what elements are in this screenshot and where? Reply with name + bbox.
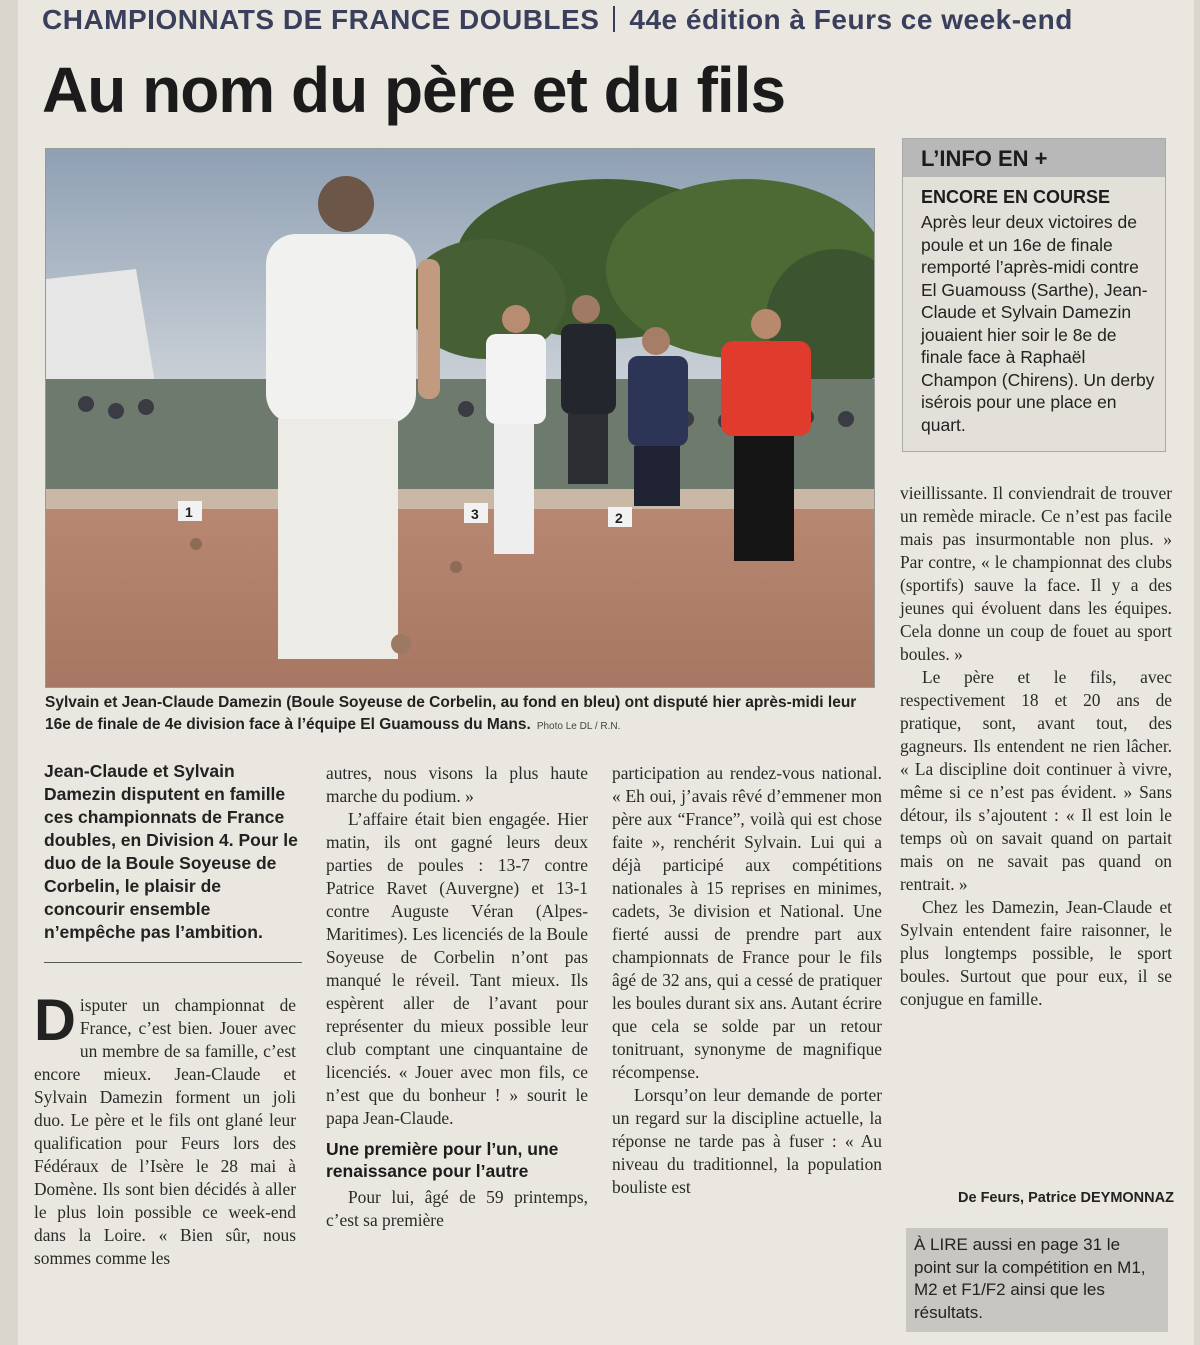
- article-column-4: [900, 482, 1172, 1011]
- info-box-header: L’INFO EN +: [903, 139, 1165, 177]
- lane-marker-number: 3: [471, 506, 479, 522]
- info-box: [902, 138, 1166, 452]
- petanque-scene-illustration: [46, 149, 874, 687]
- kicker-edition: 44e édition à Feurs ce week-end: [629, 4, 1073, 35]
- boule: [391, 634, 411, 654]
- article-column-3: [612, 762, 882, 1199]
- column-3-paragraph: Lorsqu’on leur demande de porter un regard sur la discipline actuelle, la réponse ne tarde pas à fuser : « Au niveau du traditionnel, la population bouliste est: [612, 1085, 882, 1197]
- column-4-paragraph: Chez les Damezin, Jean-Claude et Sylvain entendent faire raisonner, le plus longtemps possible, le sport boules. Surtout que pour eux, il se conjugue en famille.: [900, 897, 1172, 1009]
- column-2-paragraph: Pour lui, âgé de 59 printemps, c’est sa première: [326, 1187, 588, 1230]
- intertitle: Une première pour l’un, une renaissance pour l’autre: [326, 1139, 559, 1181]
- info-box-text: Après leur deux victoires de poule et un 16e de finale remporté l’après-midi contre El Guamouss (Sarthe), Jean-Claude et Sylvain Damezin jouaient hier soir le 8e de finale face à Raphaël Champon (Chirens). Un derby isérois pour une place en quart.: [921, 212, 1155, 435]
- column-4-paragraph: vieillissante. Il conviendrait de trouver un remède miracle. Ce n’est pas facile mais pas insurmontable non plus. » Par contre, « le championnat des clubs (sportifs) sauve la face. Il y a des jeunes qui évoluent dans les équipes. Cela donne un coup de fouet au sport boules. »: [900, 483, 1172, 664]
- kicker-separator: [613, 6, 615, 32]
- photo-credit: Photo Le DL / R.N.: [536, 721, 621, 732]
- author-signature: De Feurs, Patrice DEYMONNAZ: [958, 1190, 1174, 1206]
- article-column-1: [34, 988, 296, 1270]
- read-also-text: À LIRE aussi en page 31 le point sur la compétition en M1, M2 et F1/F2 ainsi que les résultats.: [914, 1235, 1146, 1322]
- column-1-text: isputer un championnat de France, c’est bien. Jouer avec un membre de sa famille, c’est encore mieux. Jean-Claude et Sylvain Damezin forment un joli duo. Le père et le fils ont glané leur qualification pour Feurs lors des Fédéraux de l’Isère le 28 mai à Domène. Ils sont bien décidés à aller le plus loin possible ce week-end dans la Loire. « Bien sûr, nous sommes comme les: [34, 995, 296, 1268]
- photo-caption: [45, 692, 875, 738]
- lane-marker-number: 2: [615, 510, 623, 526]
- column-3-paragraph: participation au rendez-vous national. « Eh oui, j’avais rêvé d’emmener mon père aux “France”, voilà qui est chose faite », renchérit Sylvain. Lui qui a déjà participé aux compétitions nationales à 15 reprises en minimes, cadets, 3e division et National. Une fierté aussi de prendre part aux championnats de France pour le fils âgé de 32 ans, qui a cessé de pratiquer les boules durant six ans. Autant écrire que cela se solde par un retour tonitruant, synonyme de magnifique récompense.: [612, 763, 882, 1082]
- dropcap: D: [34, 988, 76, 1053]
- info-box-subtitle: ENCORE EN COURSE: [921, 187, 1111, 207]
- boule: [450, 561, 462, 573]
- column-2-paragraph: autres, nous visons la plus haute marche du podium. »: [326, 763, 588, 806]
- article-photo: [45, 148, 875, 688]
- caption-text: Sylvain et Jean-Claude Damezin (Boule Soyeuse de Corbelin, au fond en bleu) ont disputé hier après-midi leur 16e de finale de 4e division face à l’équipe El Guamouss du Mans.: [45, 694, 857, 733]
- article-lead: Jean-Claude et Sylvain Damezin disputent en famille ces championnats de France doubles, en Division 4. Pour le duo de la Boule Soyeuse de Corbelin, le plaisir de concourir ensemble n’empêche pas l’ambition.: [44, 761, 298, 942]
- boule: [190, 538, 202, 550]
- kicker: [42, 0, 1073, 42]
- column-2-paragraph: L’affaire était bien engagée. Hier matin, ils ont gagné leurs deux parties de poules : 13-7 contre Patrice Ravet (Auvergne) et 13-1 contre Auguste Véran (Alpes-Maritimes). Les licenciés de la Boule Soyeuse de Corbelin n’ont pas manqué le réveil. Tant mieux. Ils espèrent aller de l’avant pour représenter du mieux possible leur club comptant une cinquantaine de licenciés. « Jouer avec mon fils, ce n’est que du bonheur ! » sourit le papa Jean-Claude.: [326, 809, 588, 1128]
- lane-marker-number: 1: [185, 504, 193, 520]
- headline: Au nom du père et du fils: [42, 54, 786, 126]
- kicker-section: CHAMPIONNATS DE FRANCE DOUBLES: [42, 4, 600, 35]
- article-column-2: [326, 762, 588, 1232]
- lead-divider: [44, 962, 302, 963]
- read-also-box: [906, 1228, 1168, 1332]
- column-4-paragraph: Le père et le fils, avec respectivement 18 et 20 ans de pratique, sont, avant tout, des gagneurs. Ils entendent ne rien lâcher. « La discipline doit continuer à vivre, même si ce n’est pas évident. » Sans détour, ils s’ajoutent : « Il est loin le temps où on savait quand on partait mais on ne savait pas quand on rentrait. »: [900, 667, 1172, 894]
